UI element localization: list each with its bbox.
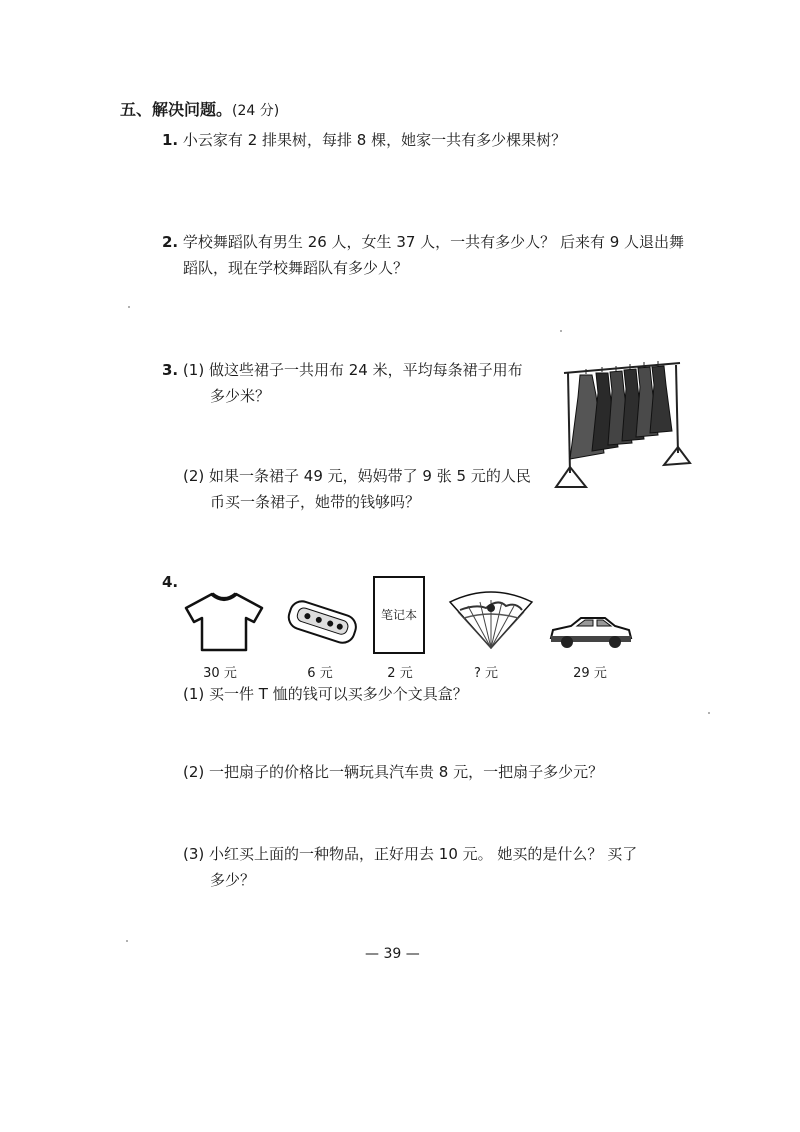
question-3-part-1-line-2: 多少米？ xyxy=(210,387,271,405)
part-label: (1) xyxy=(182,361,205,379)
scan-speck xyxy=(708,712,710,714)
part-text: 做这些裙子一共用布 24 米，平均每条裙子用布 xyxy=(208,361,523,379)
pencil-case-icon xyxy=(282,594,362,652)
part-label: (2) xyxy=(183,763,205,781)
question-4-part-1 xyxy=(183,684,468,704)
part-text: 买一件 T 恤的钱可以买多少个文具盒？ xyxy=(209,685,468,703)
part-label: (2) xyxy=(183,467,205,485)
section-heading xyxy=(120,100,279,121)
section-score: (24 分) xyxy=(232,103,280,119)
section-title: 五、解决问题。 xyxy=(120,100,233,119)
question-4-part-3 xyxy=(183,844,637,864)
price-toy-car: 29 元 xyxy=(573,666,607,681)
price-tshirt: 30 元 xyxy=(203,666,237,681)
question-2-line-1 xyxy=(162,232,684,252)
scan-speck xyxy=(560,330,562,332)
part-text: 一把扇子的价格比一辆玩具汽车贵 8 元，一把扇子多少元？ xyxy=(209,763,604,781)
question-number: 1. xyxy=(162,131,179,149)
price-fan: ? 元 xyxy=(473,666,499,681)
scan-speck xyxy=(126,940,128,942)
question-2-line-2: 蹈队，现在学校舞蹈队有多少人？ xyxy=(183,259,409,277)
tshirt-icon xyxy=(182,590,266,654)
question-text: 小云家有 2 排果树，每排 8 棵，她家一共有多少棵果树？ xyxy=(182,131,567,149)
question-3-part-1 xyxy=(162,360,523,380)
question-1 xyxy=(162,130,566,150)
question-4-part-3-line-2: 多少？ xyxy=(210,871,256,889)
dress-rack-icon xyxy=(552,355,692,495)
price-notebook: 2 元 xyxy=(387,666,413,681)
question-3-part-2-line-2: 币买一条裙子，她带的钱够吗？ xyxy=(210,493,421,511)
part-text: 小红买上面的一种物品，正好用去 10 元。 她买的是什么？ 买了 xyxy=(209,845,638,863)
part-label: (1) xyxy=(183,685,205,703)
question-4-part-2 xyxy=(183,762,603,782)
question-number: 2. xyxy=(162,233,179,251)
notebook-icon xyxy=(373,576,425,654)
notebook-cover-text: 笔记本 xyxy=(380,608,417,622)
question-number: 3. xyxy=(162,361,179,379)
part-label: (3) xyxy=(183,845,205,863)
price-pencil-case: 6 元 xyxy=(307,666,333,681)
question-text: 学校舞蹈队有男生 26 人，女生 37 人，一共有多少人？ 后来有 9 人退出舞 xyxy=(182,233,685,251)
part-text: 如果一条裙子 49 元，妈妈带了 9 张 5 元的人民 xyxy=(209,467,531,485)
page-number: — 39 — xyxy=(365,946,420,962)
question-4-number: 4. xyxy=(162,573,179,591)
scan-speck xyxy=(128,306,130,308)
question-3-part-2 xyxy=(183,466,531,486)
fan-icon xyxy=(446,588,536,652)
toy-car-icon xyxy=(547,612,633,652)
